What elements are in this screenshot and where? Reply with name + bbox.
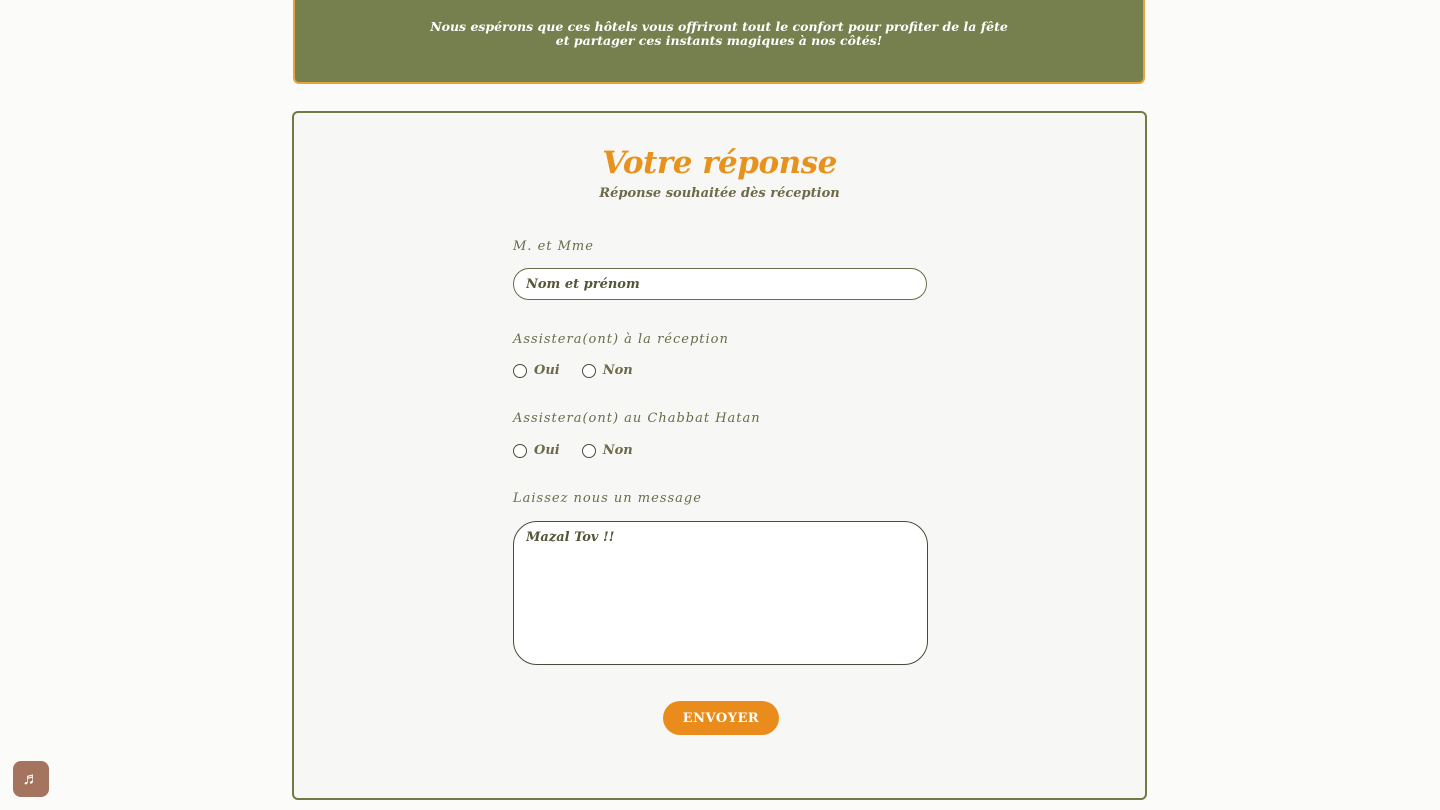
chabbat-yes-label: Oui: [534, 443, 560, 458]
chabbat-yes-radio[interactable]: [513, 444, 527, 458]
reception-no-option[interactable]: [582, 363, 633, 378]
reception-yes-radio[interactable]: [513, 364, 527, 378]
form-title: Votre réponse: [602, 145, 837, 181]
hotels-info-panel: [293, 0, 1145, 84]
hotels-message: [295, 20, 1143, 48]
submit-button[interactable]: ENVOYER: [663, 701, 779, 735]
hotels-message-line-2: et partager ces instants magiques à nos côtés!: [555, 33, 883, 48]
music-toggle-button[interactable]: [13, 761, 49, 797]
form-subtitle: Réponse souhaitée dès réception: [599, 186, 840, 201]
reception-no-radio[interactable]: [582, 364, 596, 378]
chabbat-no-label: Non: [602, 443, 633, 458]
rsvp-form-card: [292, 111, 1147, 800]
reception-no-label: Non: [602, 363, 633, 378]
name-label: M. et Mme: [513, 239, 594, 254]
message-label: Laissez nous un message: [513, 491, 702, 506]
chabbat-radio-group: [513, 443, 655, 458]
message-textarea[interactable]: [513, 521, 928, 665]
reception-radio-group: [513, 363, 655, 378]
reception-yes-option[interactable]: [513, 363, 560, 378]
hotels-message-line-1: Nous espérons que ces hôtels vous offriront tout le confort pour profiter de la fête: [430, 19, 1008, 34]
name-input[interactable]: [513, 268, 927, 300]
chabbat-no-radio[interactable]: [582, 444, 596, 458]
reception-label: Assistera(ont) à la réception: [513, 332, 729, 347]
reception-yes-label: Oui: [534, 363, 560, 378]
chabbat-label: Assistera(ont) au Chabbat Hatan: [513, 411, 761, 426]
chabbat-yes-option[interactable]: [513, 443, 560, 458]
chabbat-no-option[interactable]: [582, 443, 633, 458]
music-note-icon: ♬: [22, 769, 40, 788]
